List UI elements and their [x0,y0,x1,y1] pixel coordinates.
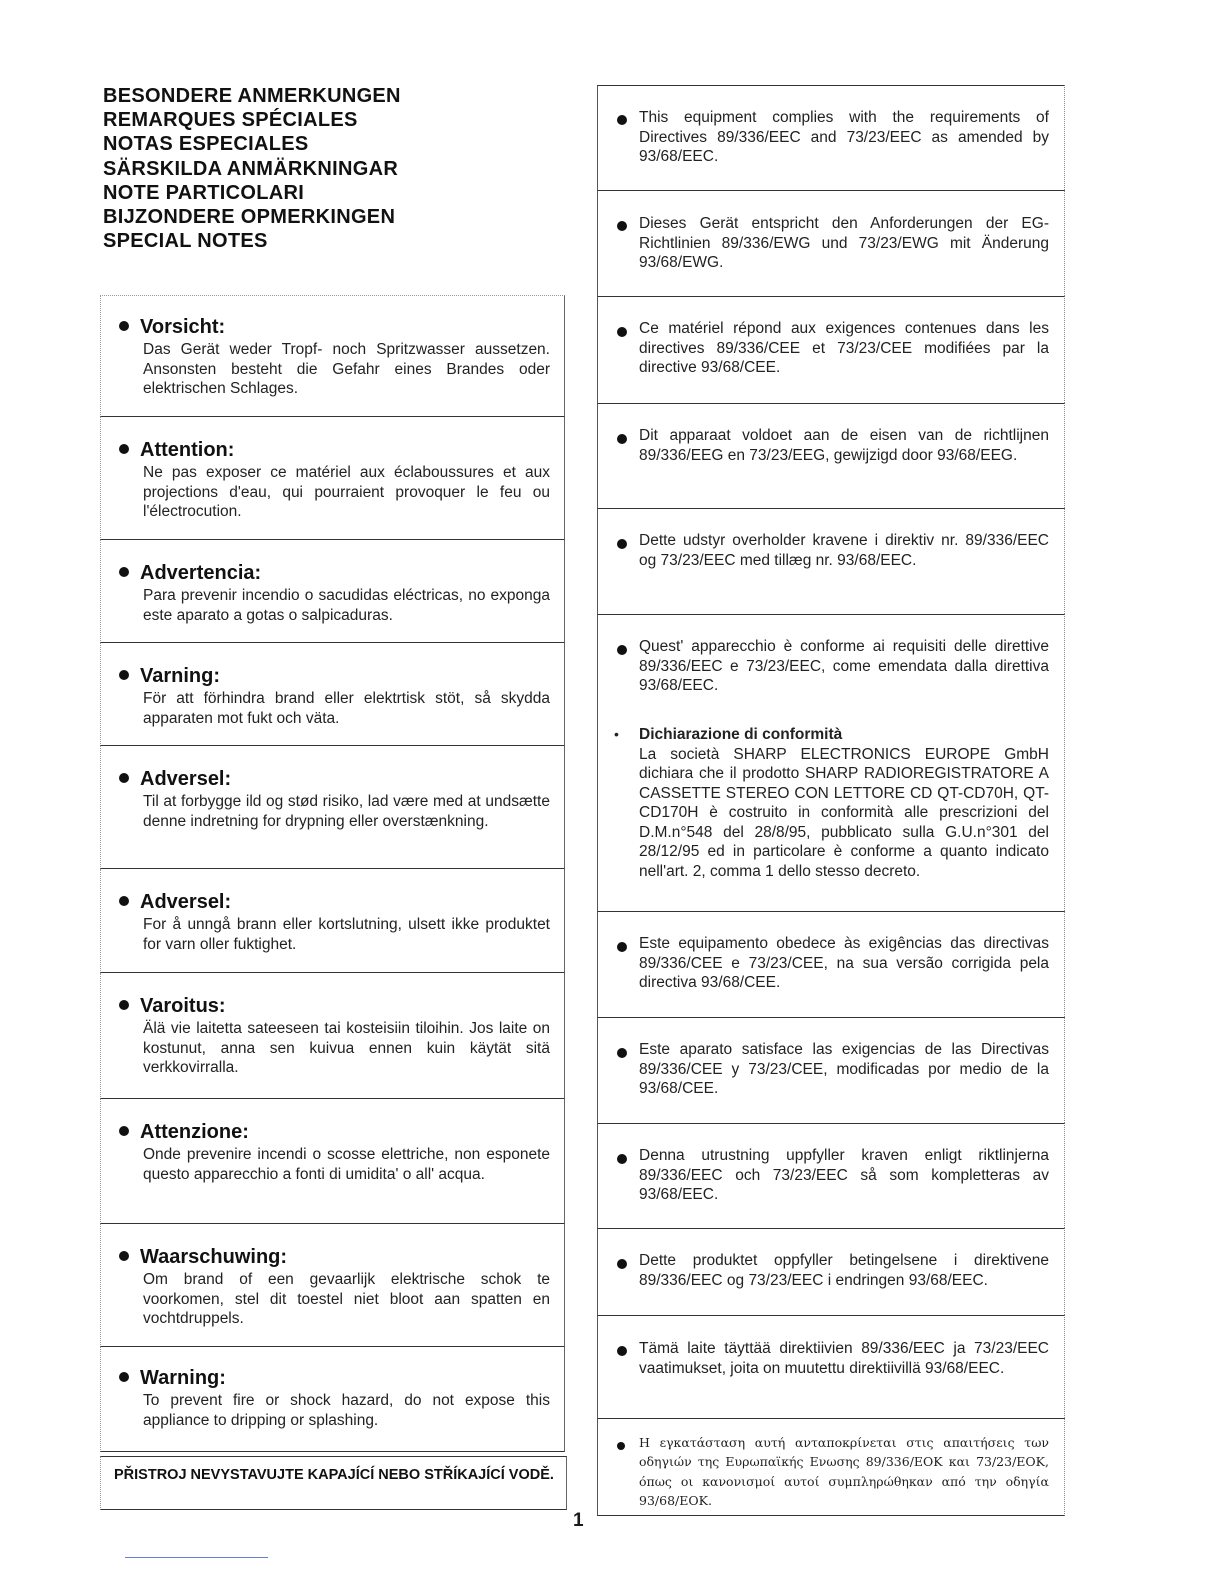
compliance-fi: Tämä laite täyttää direktiivien 89/336/EEC ja 73/23/EEC vaatimukset, joita on muutettu direktiivillä 93/68/EEC. [597,1315,1065,1418]
bullet-icon [617,1154,627,1164]
bullet-icon [119,1126,129,1136]
bullet-icon [617,434,627,444]
warning-title: Adversel: [119,768,231,791]
bullet-icon [119,1372,129,1382]
compliance-el: Η εγκατάσταση αυτή ανταποκρίνεται στις απαιτήσεις των οδηγιών της Ευρωπαϊκής Ενωσης 89/336/ΕΟΚ και 73/23/ΕΟΚ, όπως οι κανονισμοί αυτοί συμπληρώθηκαν από την οδηγία 93/68/ΕΟΚ. [597,1418,1065,1516]
warning-title: Attenzione: [119,1121,249,1144]
warning-no [100,869,565,973]
warning-da [100,746,565,869]
bullet-icon [119,670,129,680]
bullet-icon [617,1442,625,1450]
warning-en [100,1347,565,1452]
compliance-no: Dette produktet oppfyller betingelsene i direktivene 89/336/EEC og 73/23/EEC i endringen 93/68/EEC. [597,1228,1065,1315]
title-nl: BIJZONDERE OPMERKINGEN [103,206,396,229]
warning-text: Om brand of een gevaarlijk elektrische schok te voorkomen, stel dit toestel niet bloot aan spatten en vochtdruppels. [143,1271,550,1327]
warning-fr [100,417,565,540]
title-de: BESONDERE ANMERKUNGEN [103,85,401,107]
title-fr: REMARQUES SPÉCIALES [103,109,358,132]
compliance-it: Quest' apparecchio è conforme ai requisiti delle direttive 89/336/EEC e 73/23/EEC, come emendata dalla direttiva 93/68/EEC. • Dichiarazione di conformità La società SHARP ELECTRONICS EUROPE GmbH dichiara che il prodotto SHARP RADIOREGISTRATORE A CASSETTE STEREO CON LETTORE CD QT-CD70H, QT-CD170H è costruito in conformità alle prescrizioni del D.M.n°548 del 28/8/95, pubblicato sulla G.U.n°301 del 28/12/95 ed in particolare è conforme a quanto indicato nell'art. 2, comma 1 dello stesso decreto. [597,614,1065,911]
bullet-icon [617,327,627,337]
title-es: NOTAS ESPECIALES [103,133,309,156]
bullet-icon [617,942,627,952]
bullet-icon [617,115,627,125]
compliance-de: Dieses Gerät entspricht den Anforderungen der EG-Richtlinien 89/336/EWG und 73/23/EWG mit Änderung 93/68/EWG. [597,190,1065,296]
warning-text: To prevent fire or shock hazard, do not expose this appliance to dripping or splashing. [143,1392,550,1429]
warning-text: Ne pas exposer ce matériel aux éclaboussures et aux projections d'eau, qui pourraient provoquer le feu ou l'électrocution. [143,464,550,520]
compliance-fr: Ce matériel répond aux exigences contenues dans les directives 89/336/CEE et 73/23/CEE modifiées par la directive 93/68/CEE. [597,296,1065,403]
title-sv: SÄRSKILDA ANMÄRKNINGAR [103,157,399,180]
declaration-heading: Dichiarazione di conformità [639,726,843,743]
bullet-icon [617,1259,627,1269]
warning-it [100,1099,565,1224]
page-titles [103,84,503,253]
compliance-column [597,85,1065,1516]
bullet-icon [617,221,627,231]
warning-title: Waarschuwing: [119,1246,287,1269]
declaration-text: La società SHARP ELECTRONICS EUROPE GmbH dichiara che il prodotto SHARP RADIOREGISTRATORE A CASSETTE STEREO CON LETTORE CD QT-CD70H, QT-CD170H è costruito in conformità alle prescrizioni del D.M.n°548 del 28/8/95, pubblicato sulla G.U.n°301 del 28/12/95 ed in particolare è conforme a quanto indicato nell'art. 2, comma 1 dello stesso decreto. [639,745,1049,880]
bullet-icon [119,1000,129,1010]
compliance-da: Dette udstyr overholder kravene i direktiv nr. 89/336/EEC og 73/23/EEC med tillæg nr. 93/68/EEC. [597,508,1065,614]
warning-text: Til at forbygge ild og stød risiko, lad være med at undsætte denne indretning for drypning eller overstænkning. [143,793,550,830]
warning-title: Adversel: [119,891,231,914]
bullet-icon [119,773,129,783]
bullet-icon [119,444,129,454]
bullet-icon [119,896,129,906]
compliance-es: Este aparato satisface las exigencias de las Directivas 89/336/CEE y 73/23/CEE, modificadas por medio de la 93/68/CEE. [597,1017,1065,1123]
compliance-nl: Dit apparaat voldoet aan de eisen van de richtlijnen 89/336/EEG en 73/23/EEG, gewijzigd door 93/68/EEG. [597,403,1065,508]
bullet-icon [119,1251,129,1261]
compliance-en: This equipment complies with the requirements of Directives 89/336/EEC and 73/23/EEC as amended by 93/68/EEC. [597,85,1065,190]
warning-de [100,295,565,417]
bullet-icon [617,1346,627,1356]
warning-title: Vorsicht: [119,316,225,339]
bullet-icon [617,645,627,655]
title-en: SPECIAL NOTES [103,230,268,253]
warning-sv [100,643,565,746]
warning-text: Älä vie laitetta sateeseen tai kosteisiin tiloihin. Jos laite on kostunut, anna sen kuivua ennen kuin käytät sitä verkkovirralla. [143,1020,550,1076]
warning-title: Varning: [119,665,220,688]
bullet-icon [617,539,627,549]
czech-notice: PŘISTROJ NEVYSTAVUJTE KAPAJÍCÍ NEBO STŘÍKAJÍCÍ VODĚ. [100,1456,567,1510]
bullet-icon [119,321,129,331]
warning-text: Para prevenir incendio o sacudidas eléctricas, no exponga este aparato a gotas o salpicaduras. [143,587,550,624]
warning-text: För att förhindra brand eller elektrtisk stöt, så skydda apparaten mot fukt och väta. [143,690,550,727]
warning-title: Varoitus: [119,995,226,1018]
warning-es [100,540,565,643]
warnings-column [100,295,565,1452]
warning-text: Onde prevenire incendi o scosse elettriche, non esponete questo apparecchio a fonti di umidita' o all' acqua. [143,1146,550,1183]
page-number: 1 [573,1510,584,1531]
declaration-of-conformity: • Dichiarazione di conformità La società SHARP ELECTRONICS EUROPE GmbH dichiara che il prodotto SHARP RADIOREGISTRATORE A CASSETTE STEREO CON LETTORE CD QT-CD70H, QT-CD170H è costruito in conformità alle prescrizioni del D.M.n°548 del 28/8/95, pubblicato sulla G.U.n°301 del 28/12/95 ed in particolare è conforme a quanto indicato nell'art. 2, comma 1 dello stesso decreto. [614,726,1049,880]
compliance-pt: Este equipamento obedece às exigências das directivas 89/336/CEE e 73/23/CEE, na sua versão corrigida pela directiva 93/68/CEE. [597,911,1065,1017]
warning-title: Advertencia: [119,562,261,585]
warning-title: Attention: [119,439,234,462]
warning-text: For å unngå brann eller kortslutning, ulsett ikke produktet for varn oller fuktighet. [143,916,550,953]
title-it: NOTE PARTICOLARI [103,181,305,204]
warning-title: Warning: [119,1367,226,1390]
warning-nl [100,1224,565,1347]
warning-fi [100,973,565,1099]
compliance-sv: Denna utrustning uppfyller kraven enligt riktlinjerna 89/336/EEC och 73/23/EEC så som kompletteras av 93/68/EEC. [597,1123,1065,1228]
footer-divider [125,1557,268,1558]
warning-text: Das Gerät weder Tropf- noch Spritzwasser aussetzen. Ansonsten besteht die Gefahr eines Brandes oder elektrischen Schlages. [143,341,550,397]
bullet-icon [617,1048,627,1058]
bullet-icon [119,567,129,577]
